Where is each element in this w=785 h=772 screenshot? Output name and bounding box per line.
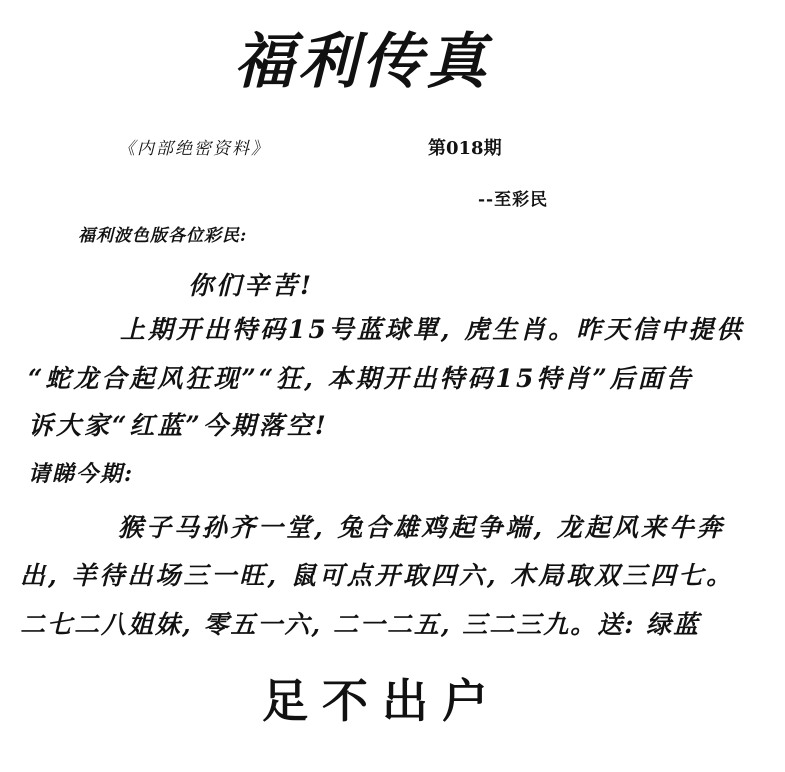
footer-title: 足不出户	[262, 674, 502, 728]
body-line: 出, 羊待出场三一旺, 鼠可点开取四六, 木局取双三四七。	[20, 561, 735, 590]
source-label: 《内部绝密资料》	[118, 139, 270, 159]
body-line: 二七二八姐妹, 零五一六, 二一二五, 三二三九。送: 绿蓝	[20, 610, 701, 639]
document-title: 福利传真	[234, 27, 490, 97]
body-line: 你们辛苦!	[188, 271, 314, 300]
body-line: 请睇今期:	[28, 461, 135, 487]
issue-number: 第018期	[428, 138, 502, 159]
signature: --至彩民	[478, 190, 549, 210]
body-line: 诉大家“红蓝”今期落空!	[28, 411, 329, 440]
greeting: 福利波色版各位彩民:	[78, 226, 248, 246]
body-line: 上期开出特码15号蓝球單, 虎生肖。昨天信中提供	[120, 315, 745, 344]
body-line: “蛇龙合起风狂现”“狂, 本期开出特码15特肖”后面告	[28, 364, 694, 393]
body-line: 猴子马孙齐一堂, 兔合雄鸡起争端, 龙起风来牛奔	[118, 513, 725, 542]
